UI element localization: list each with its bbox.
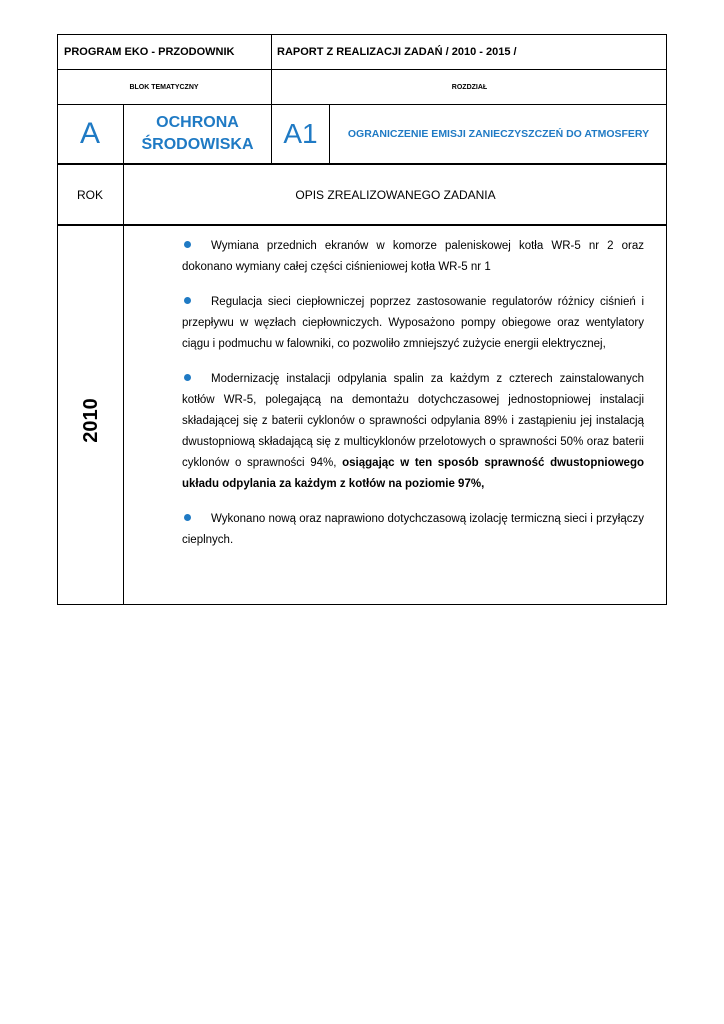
section-name-line1: OCHRONA bbox=[156, 114, 239, 131]
section-letter: A bbox=[79, 117, 100, 150]
task-list bbox=[182, 236, 644, 565]
description-column-header: OPIS ZREALIZOWANEGO ZADANIA bbox=[295, 187, 496, 202]
task-item bbox=[182, 369, 644, 495]
block-label: BLOK TEMATYCZNY bbox=[129, 83, 199, 91]
bullet-icon bbox=[184, 514, 191, 521]
chapter-label: ROZDZIAŁ bbox=[451, 83, 488, 91]
row-divider bbox=[57, 224, 667, 226]
task-text: Modernizację instalacji odpylania spalin za każdym z czterech zainstalowanych kotłów WR-5, polegającą na demontażu dotychczasowej jednostopniowej instalacji składającej się z baterii cyklonów o sprawności odpylania 89% i zastąpieniu jej instalacją dwustopniową składającą się z multicyklonów przelotowych o sprawności 50% oraz baterii cyklonów o sprawności 94%, bbox=[182, 373, 644, 469]
section-name-line2: ŚRODOWISKA bbox=[141, 136, 254, 153]
report-title: RAPORT Z REALIZACJI ZADAŃ / 2010 - 2015 / bbox=[277, 45, 517, 58]
section-title: OGRANICZENIE EMISJI ZANIECZYSZCZEŃ DO ATMOSFERY bbox=[347, 128, 650, 140]
program-name: PROGRAM EKO - PRZODOWNIK bbox=[64, 45, 235, 58]
bullet-icon bbox=[184, 297, 191, 304]
task-text: Wymiana przednich ekranów w komorze paleniskowej kotła WR-5 nr 2 oraz dokonano wymiany całej części ciśnieniowej kotła WR-5 nr 1 bbox=[182, 240, 644, 273]
bullet-icon bbox=[184, 241, 191, 248]
task-item bbox=[182, 236, 644, 278]
task-text: Regulacja sieci ciepłowniczej poprzez zastosowanie regulatorów różnicy ciśnień i przepływu w węzłach ciepłowniczych. Wyposażono pompy obiegowe oraz wentylatory ciągu i podmuchu w falowniki, co pozwoliło zmniejszyć zużycie energii elektrycznej, bbox=[182, 296, 644, 350]
section-name bbox=[124, 105, 271, 163]
entry-year-label: 2010 bbox=[79, 397, 102, 443]
entry-year bbox=[66, 380, 116, 460]
section-code: A1 bbox=[283, 118, 318, 149]
task-item bbox=[182, 292, 644, 355]
year-column-header: ROK bbox=[76, 187, 103, 202]
task-text-emphasis: osiągając w ten sposób sprawność dwustopniowego układu odpylania za każdym z kotłów na poziomie 97%, bbox=[182, 457, 644, 490]
bullet-icon bbox=[184, 374, 191, 381]
task-text: Wykonano nową oraz naprawiono dotychczasową izolację termiczną sieci i przyłączy cieplnych. bbox=[182, 513, 644, 546]
task-item bbox=[182, 509, 644, 551]
